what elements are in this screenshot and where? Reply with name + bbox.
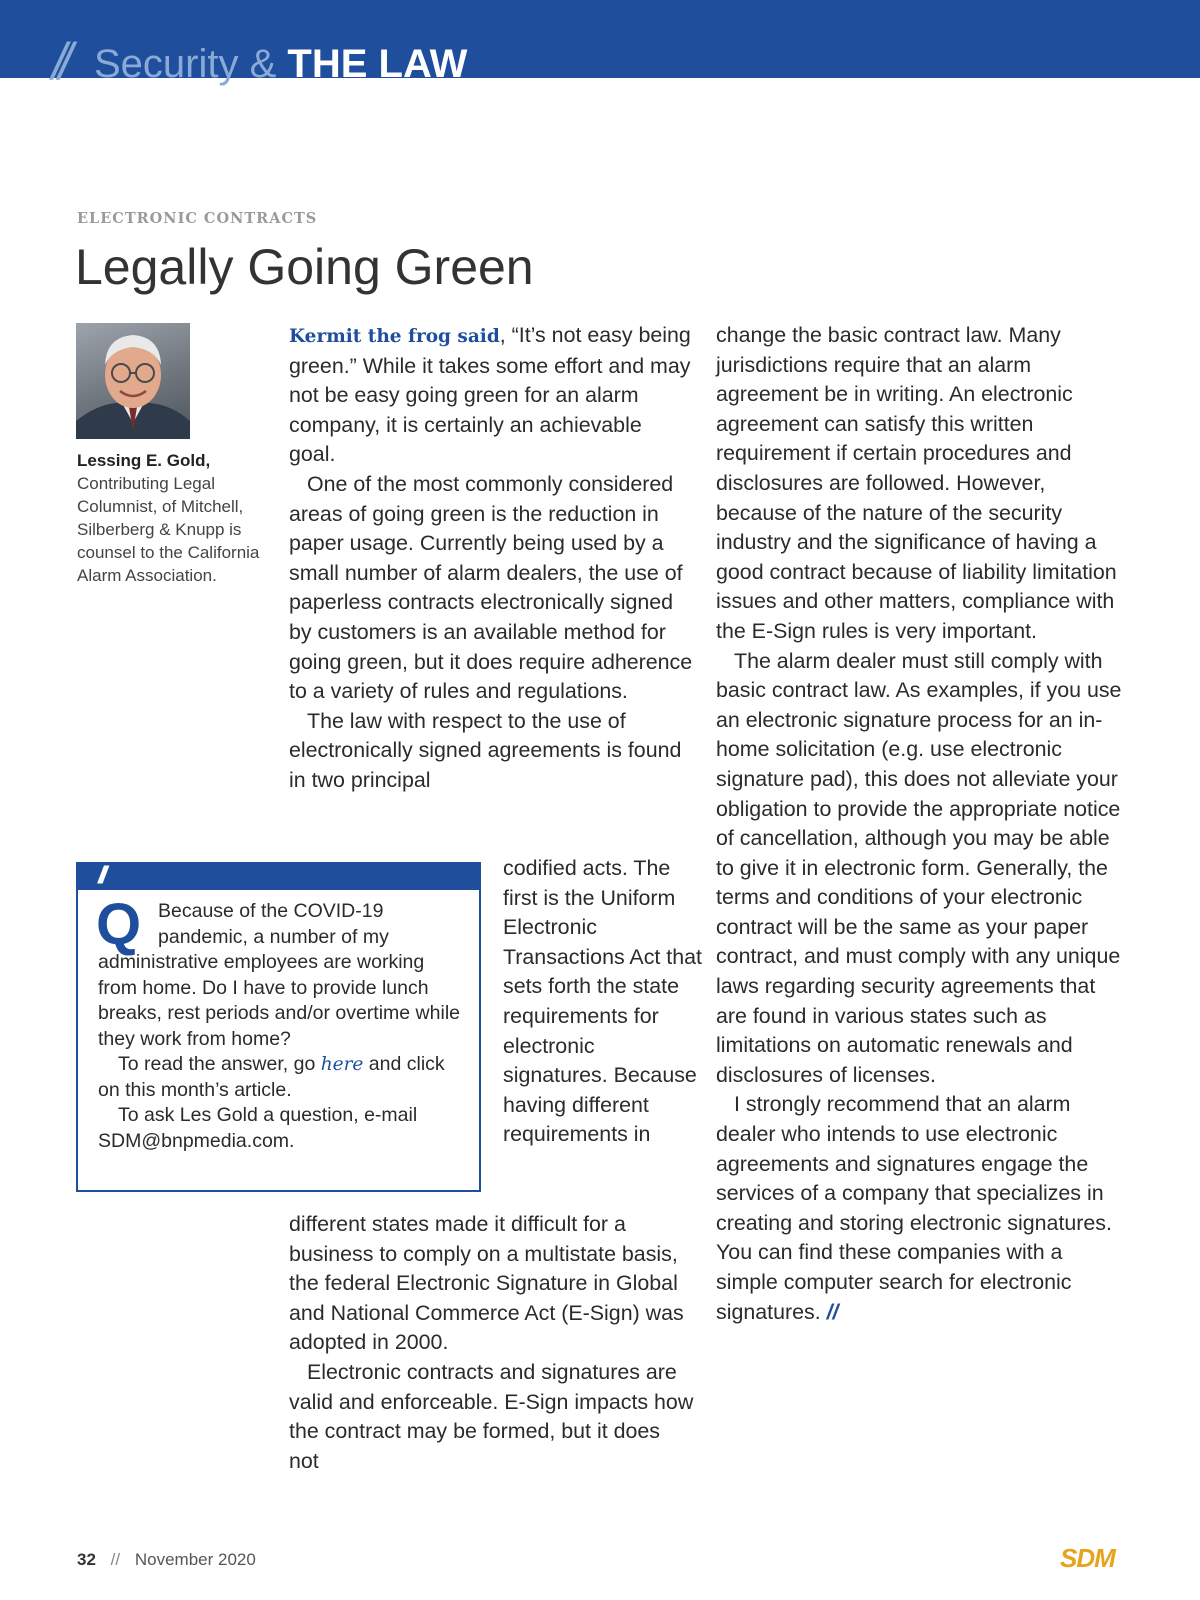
column-one-wrap — [503, 854, 703, 1150]
paragraph-3-top: The law with respect to the use of electronically signed agreements is found in two principal — [289, 708, 682, 792]
author-bio — [77, 449, 262, 587]
qa-ask: To ask Les Gold a question, e-mail SDM@bnpmedia.com. — [98, 1104, 418, 1152]
qa-content — [98, 899, 468, 1154]
article-kicker: ELECTRONIC CONTRACTS — [77, 210, 318, 227]
answer-link[interactable]: here — [320, 1054, 364, 1075]
header-slash-mark: // — [52, 33, 65, 91]
article-headline: Legally Going Green — [75, 239, 534, 295]
author-photo — [76, 323, 190, 439]
paragraph-4: Electronic contracts and signatures are valid and enforceable. E-Sign impacts how the contract may be formed, but it does not — [289, 1359, 694, 1473]
author-description: Contributing Legal Columnist, of Mitchell, Silberberg & Knupp is counsel to the California Alarm Association. — [77, 474, 260, 585]
paragraph-7: I strongly recommend that an alarm dealer who intends to use electronic agreements and signatures engage the services of a company that specializes in creating and storing electronic signatures. You can find these companies with a simple computer search for electronic signatures. — [716, 1092, 1112, 1324]
sdm-logo: SDM — [1060, 1543, 1115, 1573]
footer-separator: // — [110, 1550, 121, 1569]
page-number: 32 — [77, 1550, 96, 1569]
column-one-top — [289, 321, 694, 796]
answer-suffix: and click on this month’s article. — [98, 1053, 445, 1101]
paragraph-5: change the basic contract law. Many jurisdictions require that an alarm agreement be in writing. An electronic agreement can satisfy this written requirement if certain procedures and disclosures are followed. However, because of the nature of the security industry and the significance of having a good contract because of liability limitation issues and other matters, compliance with the E-Sign rules is very important. — [716, 323, 1117, 643]
section-name: THE LAW — [287, 42, 468, 86]
question-letter: Q — [96, 892, 142, 957]
qa-box-tab — [76, 862, 481, 890]
qa-question: Because of the COVID-19 pandemic, a number of my administrative employees are working from home. Do I have to provide lunch breaks, rest periods and/or overtime while they work from home? — [98, 900, 460, 1050]
end-mark: // — [826, 1299, 839, 1324]
issue-date: November 2020 — [134, 1550, 256, 1569]
paragraph-2: One of the most commonly considered areas of going green is the reduction in paper usage. Currently being used by a small number of alarm dealers, the use of paperless contracts electronically signed by customers is an available method for going green, but it does require adherence to a variety of rules and regulations. — [289, 471, 693, 704]
qa-slash-mark: // — [98, 862, 104, 889]
column-one-bottom — [289, 1210, 694, 1476]
section-title — [94, 40, 467, 88]
paragraph-1: , “It’s not easy being green.” While it takes some effort and may not be easy going green for an alarm company, it is certainly an achievable goal. — [289, 323, 691, 467]
column-two — [716, 321, 1126, 1327]
paragraph-3-wrap: codified acts. The first is the Uniform Electronic Transactions Act that sets forth the state requirements for electronic signatures. Because having different requirements in — [503, 856, 702, 1147]
footer — [77, 1550, 256, 1570]
author-name: Lessing E. Gold, — [77, 451, 211, 470]
section-prefix: Security & — [94, 42, 277, 86]
paragraph-3-bottom: different states made it difficult for a business to comply on a multistate basis, the federal Electronic Signature in Global and National Commerce Act (E-Sign) was adopted in 2000. — [289, 1212, 684, 1355]
paragraph-6: The alarm dealer must still comply with basic contract law. As examples, if you use an electronic signature process for an in-home solicitation (e.g. use electronic signature pad), this does not alleviate your obligation to provide the appropriate notice of cancellation, although you may be able to give it in electronic form. Generally, the terms and conditions of your electronic contract will be the same as your paper contract, and must comply with any unique laws regarding security agreements that are found in various states such as limitations on automatic renewals and disclosures of licenses. — [716, 648, 1122, 1087]
qa-answer — [98, 1052, 468, 1103]
lead-in: Kermit the frog said — [289, 326, 500, 347]
answer-prefix: To read the answer, go — [118, 1053, 316, 1075]
